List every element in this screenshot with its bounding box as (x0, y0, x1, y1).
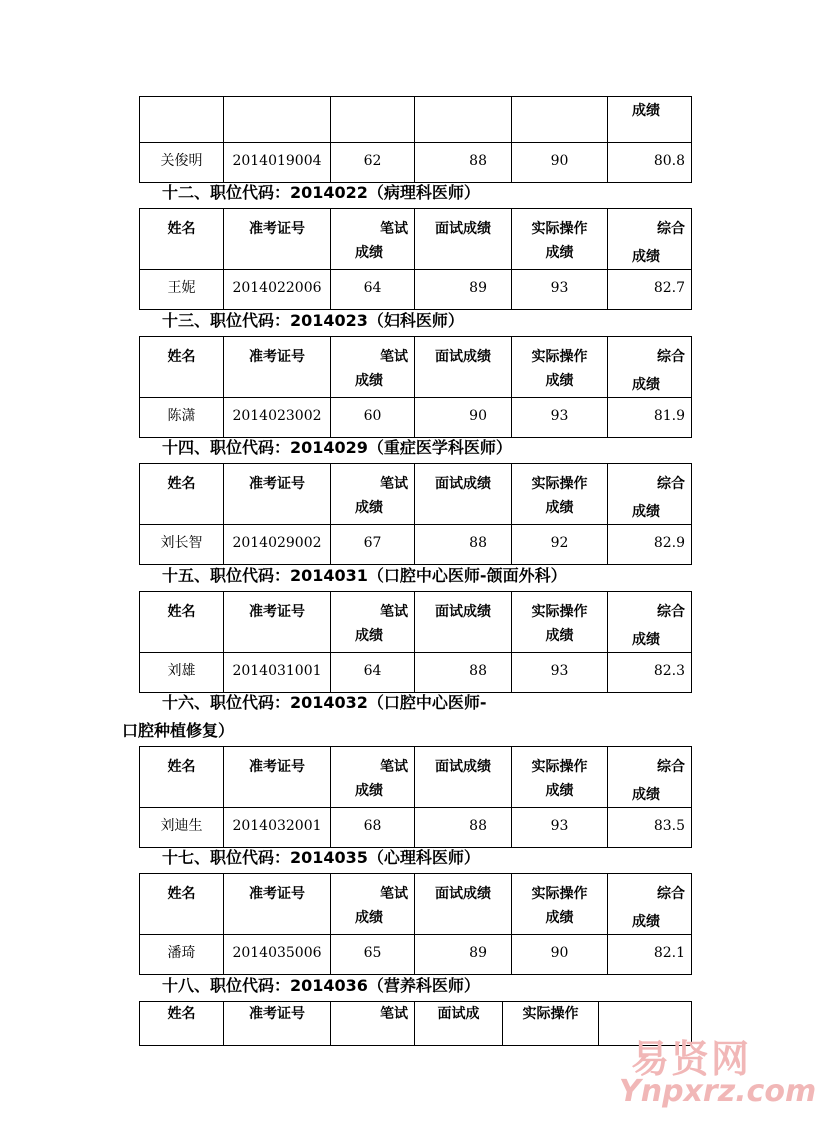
col-name-label: 姓名 (140, 337, 224, 398)
col-name-label: 姓名 (140, 209, 224, 270)
cell-name: 王妮 (140, 270, 224, 310)
col-name-label: 姓名 (140, 592, 224, 653)
cell-name: 刘雄 (140, 653, 224, 693)
col-id-label: 准考证号 (224, 747, 331, 808)
col-written-label: 笔试 成绩 (331, 337, 415, 398)
cell-written: 64 (331, 270, 415, 310)
cell-practical: 93 (512, 270, 608, 310)
col-practical-label: 实际操作 (503, 1002, 599, 1046)
col-interview-label: 面试成绩 (415, 874, 512, 935)
cell-written: 64 (331, 653, 415, 693)
col-total-label: 综合 成绩 (608, 874, 692, 935)
table-row (140, 398, 692, 438)
table-header-row (140, 97, 692, 143)
cell-practical: 90 (512, 935, 608, 975)
cell-practical: 93 (512, 398, 608, 438)
cell-interview: 88 (415, 525, 512, 565)
section-heading: 十六、职位代码：2014032（口腔中心医师- (162, 693, 487, 712)
col-total-label: 综合 成绩 (608, 592, 692, 653)
table-row (140, 143, 692, 183)
col-written-label: 笔试 成绩 (331, 874, 415, 935)
col-id-label: 准考证号 (224, 1002, 331, 1046)
cell-interview: 89 (415, 270, 512, 310)
watermark-logo (619, 1028, 816, 1118)
cell-name: 关俊明 (140, 143, 224, 183)
cell-name: 刘迪生 (140, 808, 224, 848)
col-practical-label: 实际操作 成绩 (512, 464, 608, 525)
col-written-label: 笔试 成绩 (331, 592, 415, 653)
cell-id: 2014029002 (224, 525, 331, 565)
section-heading: 十五、职位代码：2014031（口腔中心医师-颌面外科） (162, 566, 567, 585)
col-name-label: 姓名 (140, 747, 224, 808)
cell-name: 潘琦 (140, 935, 224, 975)
cell-practical: 93 (512, 653, 608, 693)
cell-total: 82.9 (608, 525, 692, 565)
section-heading: 十四、职位代码：2014029（重症医学科医师） (162, 438, 512, 457)
section-heading: 十七、职位代码：2014035（心理科医师） (162, 848, 480, 867)
col-interview-label: 面试成绩 (415, 337, 512, 398)
section-heading: 十三、职位代码：2014023（妇科医师） (162, 311, 464, 330)
watermark-text-bottom: Ynpxrz.com (619, 1074, 816, 1109)
score-table-14 (139, 463, 692, 565)
col-total-label: 综合 成绩 (608, 747, 692, 808)
cell-written: 65 (331, 935, 415, 975)
cell-id: 2014031001 (224, 653, 331, 693)
cell-total: 83.5 (608, 808, 692, 848)
cell-written: 68 (331, 808, 415, 848)
cell-name: 刘长智 (140, 525, 224, 565)
cell-id: 2014023002 (224, 398, 331, 438)
cell-id: 2014035006 (224, 935, 331, 975)
col-written-label: 笔试 成绩 (331, 747, 415, 808)
cell-written: 62 (331, 143, 415, 183)
score-table-13 (139, 336, 692, 438)
score-table-12 (139, 208, 692, 310)
col-name-label: 姓名 (140, 874, 224, 935)
cell-written: 67 (331, 525, 415, 565)
table-row (140, 525, 692, 565)
score-table-16 (139, 746, 692, 848)
col-practical-label: 实际操作 成绩 (512, 874, 608, 935)
col-id-label: 准考证号 (224, 337, 331, 398)
table-header-row (140, 209, 692, 270)
table-header-row (140, 1002, 692, 1046)
score-table-17 (139, 873, 692, 975)
col-name-label: 姓名 (140, 464, 224, 525)
col-interview-label: 面试成绩 (415, 747, 512, 808)
cell-id: 2014019004 (224, 143, 331, 183)
table-header-row (140, 747, 692, 808)
score-table-15 (139, 591, 692, 693)
col-total-label: 综合 成绩 (608, 464, 692, 525)
section-heading: 十二、职位代码：2014022（病理科医师） (162, 183, 480, 202)
cell-total: 82.1 (608, 935, 692, 975)
col-practical-label: 实际操作 成绩 (512, 209, 608, 270)
score-table-18 (139, 1001, 692, 1046)
col-interview-label: 面试成 (415, 1002, 503, 1046)
col-id-label: 准考证号 (224, 874, 331, 935)
cell-name: 陈潇 (140, 398, 224, 438)
cell-id: 2014032001 (224, 808, 331, 848)
table-row (140, 935, 692, 975)
cell-practical: 92 (512, 525, 608, 565)
col-total-label: 成绩 (632, 103, 660, 119)
watermark-text-top: 易贤网 (631, 1037, 752, 1081)
col-practical-label: 实际操作 成绩 (512, 747, 608, 808)
table-header-row (140, 464, 692, 525)
table-header-row (140, 592, 692, 653)
cell-interview: 88 (415, 808, 512, 848)
col-id-label: 准考证号 (224, 464, 331, 525)
cell-practical: 93 (512, 808, 608, 848)
cell-id: 2014022006 (224, 270, 331, 310)
table-row (140, 808, 692, 848)
section-heading: 十八、职位代码：2014036（营养科医师） (162, 976, 480, 995)
col-total-label: 综合 成绩 (608, 337, 692, 398)
cell-total: 80.8 (608, 143, 692, 183)
cell-total: 82.3 (608, 653, 692, 693)
col-id-label: 准考证号 (224, 209, 331, 270)
col-interview-label: 面试成绩 (415, 592, 512, 653)
cell-written: 60 (331, 398, 415, 438)
col-written-label: 笔试 (331, 1002, 415, 1046)
section-heading-continued: 口腔种植修复） (122, 721, 235, 740)
cell-total: 81.9 (608, 398, 692, 438)
col-total-label: 综合 成绩 (608, 209, 692, 270)
col-name-label: 姓名 (140, 1002, 224, 1046)
cell-interview: 88 (415, 653, 512, 693)
col-id-label: 准考证号 (224, 592, 331, 653)
cell-interview: 90 (415, 398, 512, 438)
col-practical-label: 实际操作 成绩 (512, 337, 608, 398)
col-practical-label: 实际操作 成绩 (512, 592, 608, 653)
table-row (140, 653, 692, 693)
col-interview-label: 面试成绩 (415, 209, 512, 270)
cell-interview: 89 (415, 935, 512, 975)
cell-total: 82.7 (608, 270, 692, 310)
col-written-label: 笔试 成绩 (331, 464, 415, 525)
col-interview-label: 面试成绩 (415, 464, 512, 525)
table-header-row (140, 337, 692, 398)
col-written-label: 笔试 成绩 (331, 209, 415, 270)
table-row (140, 270, 692, 310)
cell-interview: 88 (415, 143, 512, 183)
cell-practical: 90 (512, 143, 608, 183)
score-table-11 (139, 96, 692, 183)
table-header-row (140, 874, 692, 935)
